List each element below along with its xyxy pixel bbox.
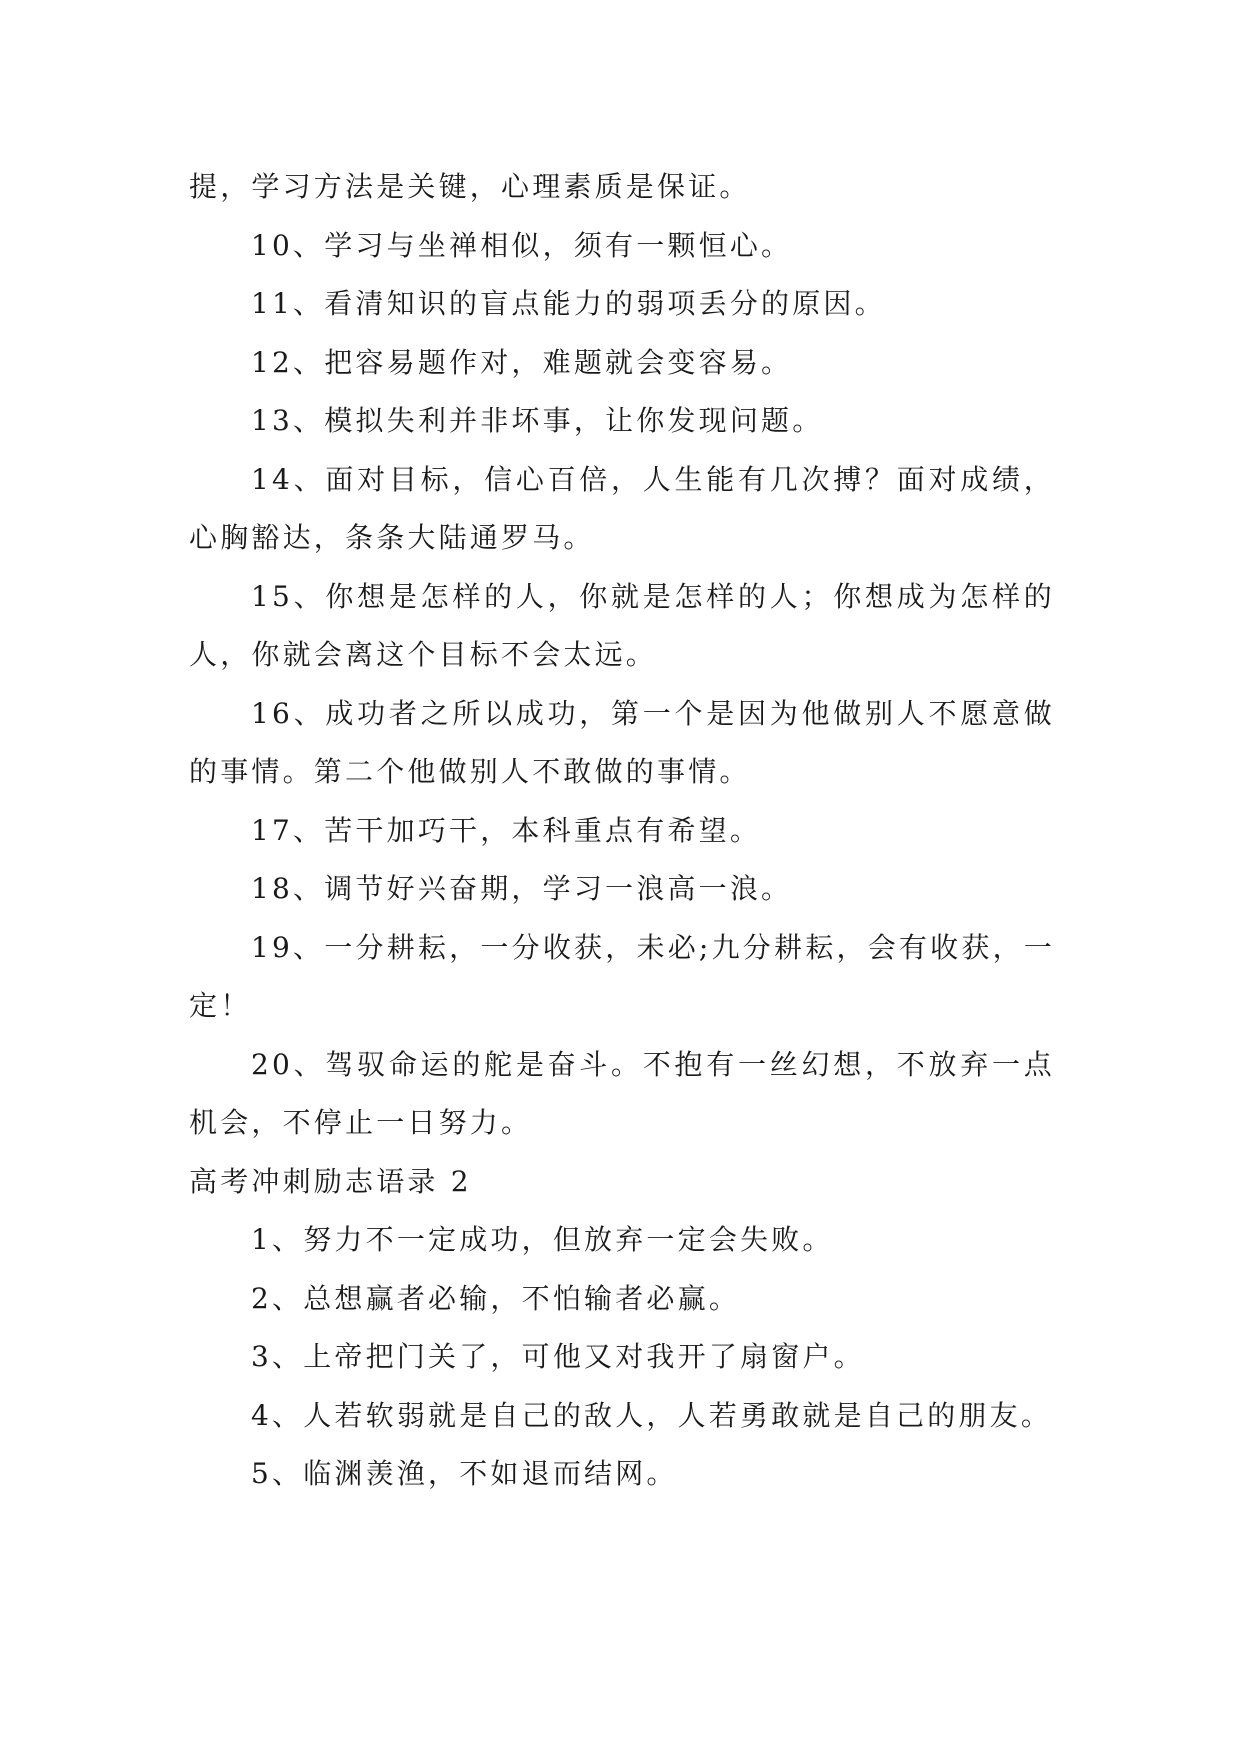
section-quote-item-3: 3、上帝把门关了，可他又对我开了扇窗户。 (251, 1340, 865, 1373)
quote-item-18: 18、调节好兴奋期，学习一浪高一浪。 (251, 872, 793, 905)
quote-item-20: 20、驾驭命运的舵是奋斗。不抱有一丝幻想，不放弃一点机会，不停止一日努力。 (189, 1047, 1055, 1139)
section-quote-item-4: 4、人若软弱就是自己的敌人，人若勇敢就是自己的朋友。 (251, 1398, 1053, 1432)
quote-item-13: 13、模拟失利并非坏事，让你发现问题。 (251, 404, 824, 437)
quote-item-12: 12、把容易题作对，难题就会变容易。 (251, 345, 793, 379)
quote-item-17: 17、苦干加巧干，本科重点有希望。 (251, 813, 762, 847)
quote-item-16: 16、成功者之所以成功，第一个是因为他做别人不愿意做的事情。第二个他做别人不敢做的事情。 (189, 696, 1055, 788)
section-quote-item-1: 1、努力不一定成功，但放弃一定会失败。 (251, 1223, 834, 1256)
section-quote-item-2: 2、总想赢者必输，不怕输者必赢。 (251, 1281, 741, 1315)
quote-item-14: 14、面对目标，信心百倍，人生能有几次搏？面对成绩，心胸豁达，条条大陆通罗马。 (189, 462, 1055, 554)
section-quote-item-5: 5、临渊羡渔，不如退而结网。 (251, 1457, 678, 1490)
document-body (189, 158, 1055, 1504)
quote-item-15: 15、你想是怎样的人，你就是怎样的人；你想成为怎样的人，你就会离这个目标不会太远。 (189, 579, 1055, 671)
continuation-paragraph: 提，学习方法是关键，心理素质是保证。 (189, 170, 751, 203)
section-title: 高考冲刺励志语录 2 (189, 1164, 472, 1198)
quote-item-19: 19、一分耕耘，一分收获，未必;九分耕耘，会有收获，一定！ (189, 930, 1055, 1022)
quote-item-10: 10、学习与坐禅相似，须有一颗恒心。 (251, 228, 793, 262)
quote-item-11: 11、看清知识的盲点能力的弱项丢分的原因。 (251, 287, 886, 320)
